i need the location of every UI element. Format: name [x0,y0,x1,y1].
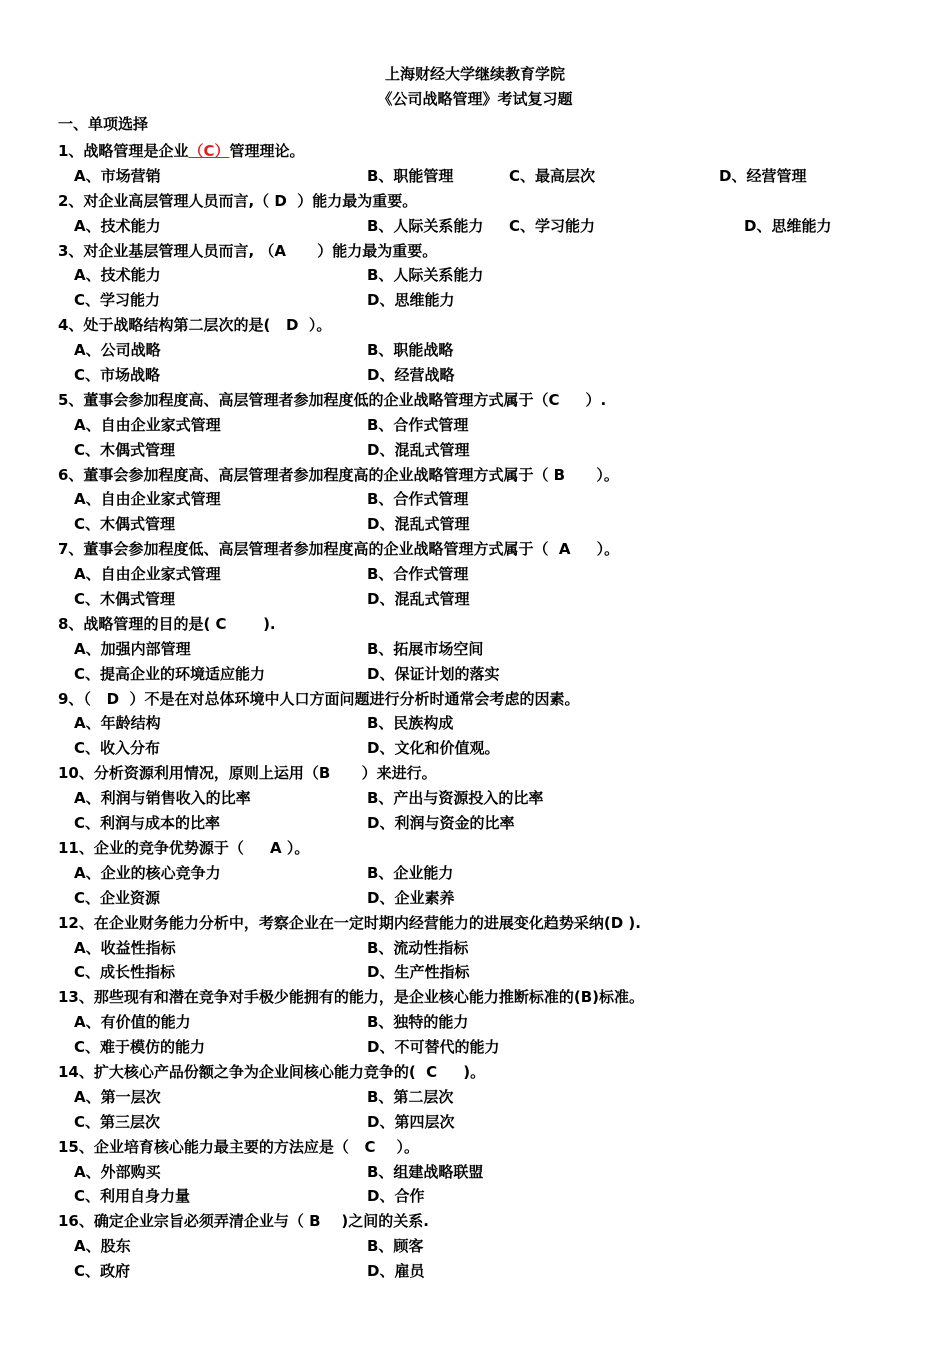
question-11 [58,836,938,911]
question-stem: 7、董事会参加程度低、高层管理者参加程度高的企业战略管理方式属于（ A ）。 [58,540,620,559]
question-4 [58,313,938,388]
section-heading: 一、单项选择 [58,115,149,133]
exam-title: 《公司战略管理》考试复习题 [377,90,573,108]
option-c: C、难于模仿的能力 [74,1038,206,1057]
school-title: 上海财经大学继续教育学院 [384,65,565,83]
options-row [74,487,938,512]
options-row [74,413,938,438]
question-stem: 2、对企业高层管理人员而言,（ D ）能力最为重要。 [58,191,418,210]
option-b: B、第二层次 [367,1087,454,1106]
question-16 [58,1209,938,1284]
question-stem [58,139,938,164]
option-a: A、第一层次 [74,1087,161,1106]
option-d: D、第四层次 [367,1112,455,1131]
options-row [74,811,938,836]
option-a: A、加强内部管理 [74,639,191,658]
option-c: C、木偶式管理 [74,515,176,534]
question-3 [58,239,938,314]
option-d: D、混乱式管理 [367,515,470,534]
option-a: A、外部购买 [74,1162,161,1181]
question-7 [58,537,938,612]
option-b: B、独特的能力 [367,1013,469,1032]
option-b: B、组建战略联盟 [367,1162,484,1181]
option-c: C、企业资源 [74,888,161,907]
question-list [58,139,938,1284]
option-d: D、经营战略 [367,366,455,385]
question-stem: 10、分析资源利用情况，原则上运用（B ）来进行。 [58,764,437,783]
option-b: B、人际关系能力 [367,266,484,285]
options-row [74,512,938,537]
option-a: A、股东 [74,1237,131,1256]
options-row [74,587,938,612]
option-d: D、利润与资金的比率 [367,814,515,833]
option-b: B、合作式管理 [367,490,469,509]
option-c: C、提高企业的环境适应能力 [74,664,266,683]
option-c: C、利润与成本的比率 [74,814,221,833]
question-13 [58,985,938,1060]
option-a: A、自由企业家式管理 [74,565,221,584]
option-a: A、利润与销售收入的比率 [74,789,251,808]
option-d: D、混乱式管理 [367,440,470,459]
option-b: B、企业能力 [367,863,454,882]
option-a: A、技术能力 [74,266,161,285]
option-b: B、民族构成 [367,714,454,733]
option-a: A、有价值的能力 [74,1013,191,1032]
question-stem: 11、企业的竞争优势源于（ A ）。 [58,838,310,857]
option-b: B、产出与资源投入的比率 [367,789,544,808]
option-d: D、企业素养 [367,888,455,907]
question-stem: 16、确定企业宗旨必须弄清企业与（ B )之间的关系. [58,1212,429,1231]
options-row [74,1160,938,1185]
option-d: D、混乱式管理 [367,590,470,609]
option-d: D、雇员 [367,1262,425,1281]
options-row [74,438,938,463]
option-b: B、职能管理 [367,166,454,185]
answer-mark: （C） [188,142,230,160]
option-c: C、成长性指标 [74,963,176,982]
option-d: D、不可替代的能力 [367,1038,500,1057]
question-stem: 12、在企业财务能力分析中，考察企业在一定时期内经营能力的进展变化趋势采纳(D ). [58,913,641,932]
stem-suffix: 管理理论。 [229,142,305,160]
option-a: A、技术能力 [74,216,161,235]
option-a: A、收益性指标 [74,938,176,957]
option-b: B、合作式管理 [367,415,469,434]
options-row [74,1184,938,1209]
question-1 [58,139,938,189]
option-b: B、流动性指标 [367,938,469,957]
option-d: D、思维能力 [744,216,832,235]
question-stem: 15、企业培育核心能力最主要的方法应是（ C ）。 [58,1137,419,1156]
options-row [74,1010,938,1035]
option-a: A、企业的核心竞争力 [74,863,221,882]
options-row [74,637,938,662]
options-row [74,886,938,911]
option-a: A、公司战略 [74,341,161,360]
question-stem: 4、处于战略结构第二层次的是( D ）。 [58,316,332,335]
option-c: C、利用自身力量 [74,1187,191,1206]
option-c: C、最高层次 [509,166,596,185]
option-d: D、文化和价值观。 [367,739,500,758]
option-b: B、人际关系能力 [367,216,484,235]
question-stem: 14、扩大核心产品份额之争为企业间核心能力竞争的( C )。 [58,1062,486,1081]
option-c: C、木偶式管理 [74,440,176,459]
question-stem: 13、那些现有和潜在竞争对手极少能拥有的能力，是企业核心能力推断标准的(B)标准。 [58,988,645,1007]
option-c: C、市场战略 [74,366,161,385]
option-b: B、顾客 [367,1237,424,1256]
question-6 [58,463,938,538]
options-row [74,1259,938,1284]
options-row [74,786,938,811]
options-row [74,363,938,388]
option-c: C、学习能力 [509,216,596,235]
options-row [74,562,938,587]
option-c: C、学习能力 [74,291,161,310]
option-d: D、思维能力 [367,291,455,310]
options-row [74,960,938,985]
option-b: B、职能战略 [367,341,454,360]
question-stem: 8、战略管理的目的是( C ). [58,614,276,633]
options-row [74,936,938,961]
question-15 [58,1135,938,1210]
options-row [74,736,938,761]
stem-prefix: 1、战略管理是企业 [58,142,189,160]
option-a: A、自由企业家式管理 [74,415,221,434]
option-d: D、保证计划的落实 [367,664,500,683]
options-row [74,338,938,363]
option-c: C、木偶式管理 [74,590,176,609]
question-14 [58,1060,938,1135]
option-d: D、生产性指标 [367,963,470,982]
options-row [74,1110,938,1135]
question-stem: 9、（ D ）不是在对总体环境中人口方面问题进行分析时通常会考虑的因素。 [58,689,580,708]
question-10 [58,761,938,836]
options-row [74,1035,938,1060]
question-stem: 6、董事会参加程度高、高层管理者参加程度高的企业战略管理方式属于（ B ）。 [58,465,619,484]
option-c: C、政府 [74,1262,131,1281]
question-12 [58,911,938,986]
options-row [74,662,938,687]
option-b: B、合作式管理 [367,565,469,584]
question-9 [58,687,938,762]
options-row [74,288,938,313]
option-c: C、收入分布 [74,739,161,758]
option-d: D、合作 [367,1187,425,1206]
options-row [74,711,938,736]
option-d: D、经营管理 [719,166,807,185]
option-a: A、市场营销 [74,166,161,185]
options-row [74,1085,938,1110]
question-2 [58,189,938,239]
options-row [74,214,938,239]
option-a: A、自由企业家式管理 [74,490,221,509]
question-5 [58,388,938,463]
options-row [74,1234,938,1259]
option-c: C、第三层次 [74,1112,161,1131]
question-stem: 5、董事会参加程度高、高层管理者参加程度低的企业战略管理方式属于（C ）. [58,390,607,409]
options-row [74,263,938,288]
question-8 [58,612,938,687]
options-row [74,164,938,189]
question-stem: 3、对企业基层管理人员而言, （A ）能力最为重要。 [58,241,438,260]
option-a: A、年龄结构 [74,714,161,733]
option-b: B、拓展市场空间 [367,639,484,658]
options-row [74,861,938,886]
